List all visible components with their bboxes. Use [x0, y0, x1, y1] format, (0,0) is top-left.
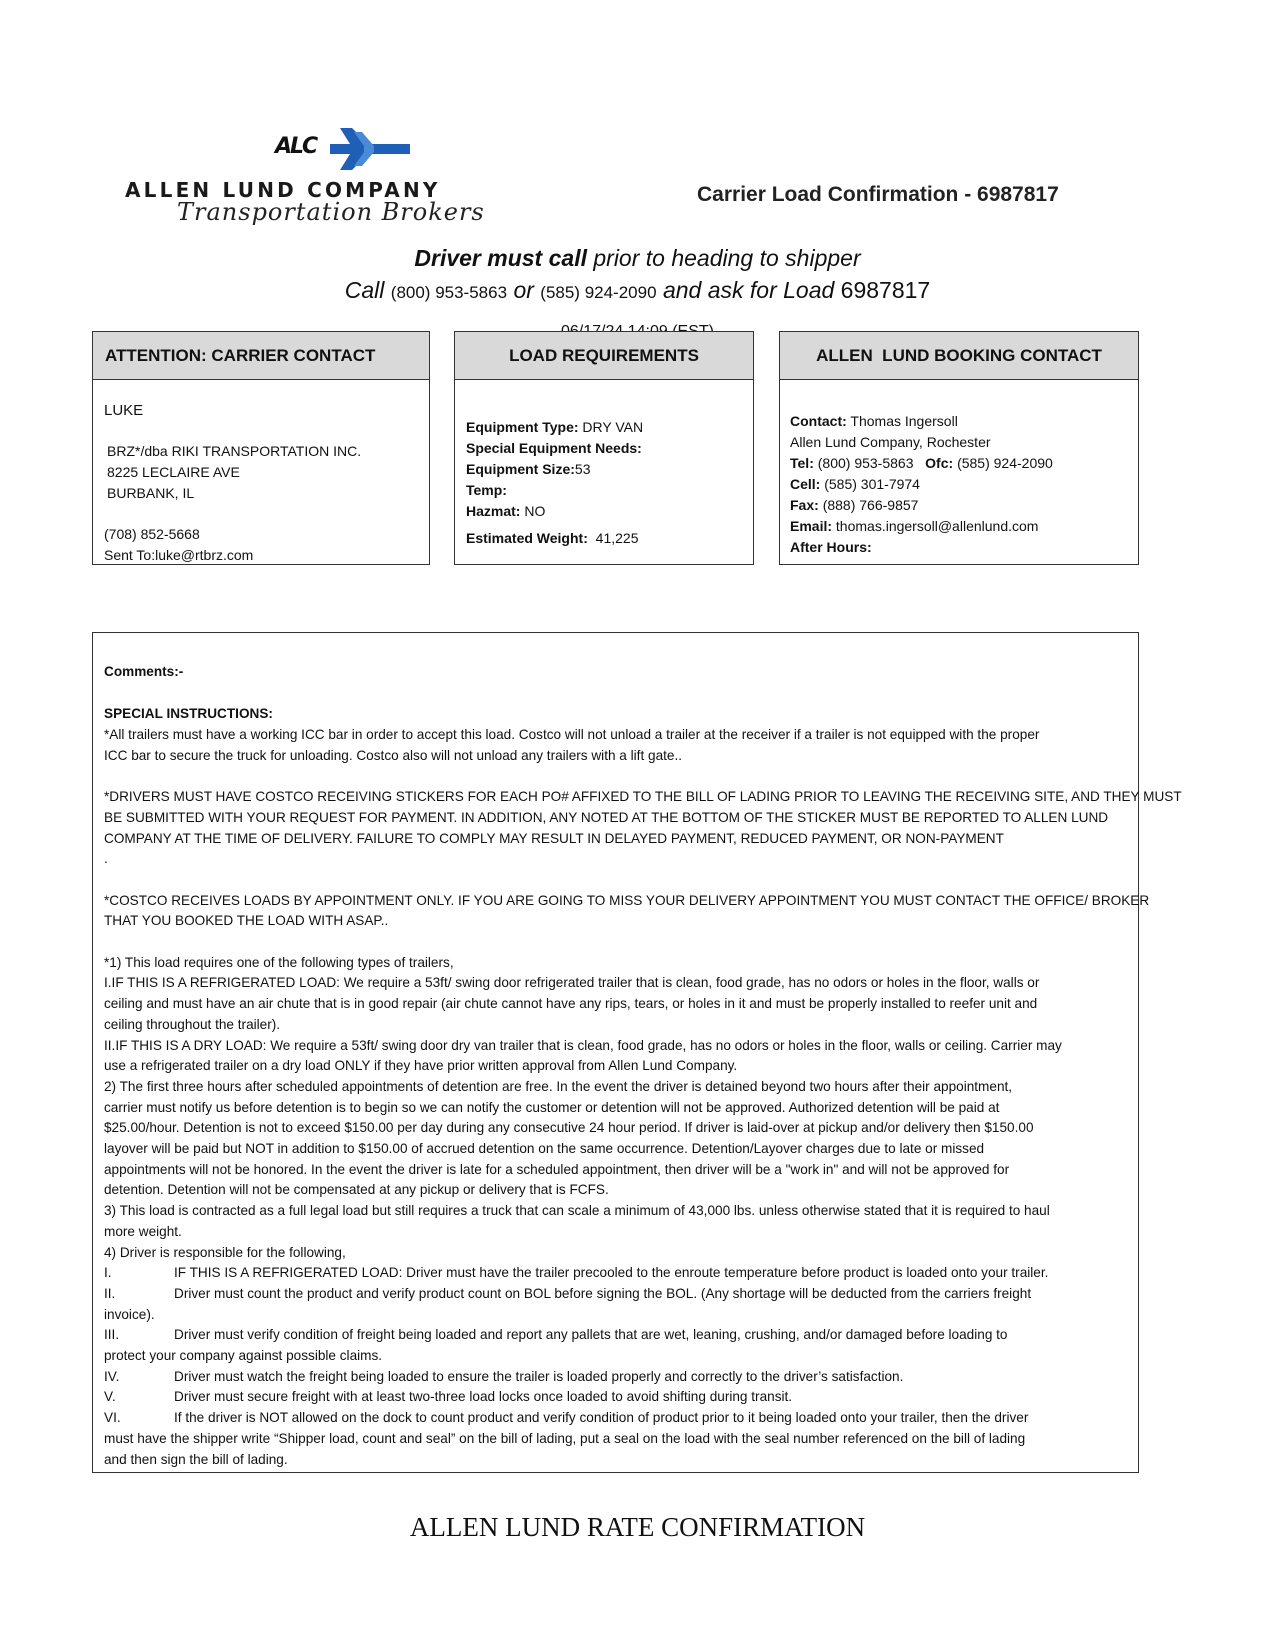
special-equipment: Special Equipment Needs: — [466, 440, 642, 456]
responsibility-number: V. — [104, 1389, 116, 1405]
instruction-line: 4) Driver is responsible for the following, — [104, 1244, 346, 1260]
responsibility-text: If the driver is NOT allowed on the dock to count product and verify condition of product prior to it being loaded onto your trailer, then the driver — [174, 1410, 1029, 1426]
carrier-city: BURBANK, IL — [107, 485, 195, 501]
instruction-line: . — [104, 851, 108, 867]
phone-primary: (800) 953-5863 — [390, 283, 508, 302]
responsibility-item — [104, 1386, 1127, 1407]
estimated-weight: Estimated Weight: 41,225 — [466, 530, 639, 546]
logo-tagline: Transportation Brokers — [177, 198, 485, 226]
responsibility-text: IF THIS IS A REFRIGERATED LOAD: Driver must have the trailer precooled to the enroute temperature before product is loaded onto your trailer. — [174, 1265, 1049, 1281]
responsibility-text: invoice). — [104, 1306, 155, 1322]
responsibility-item — [104, 1428, 1127, 1449]
instruction-line: COMPANY AT THE TIME OF DELIVERY. FAILURE TO COMPLY MAY RESULT IN DELAYED PAYMENT, REDUCED PAYMENT, OR NON-PAYMENT — [104, 830, 1004, 846]
ask-text: and ask for Load — [662, 277, 835, 303]
driver-must-call: Driver must call — [414, 245, 587, 271]
instruction-line: layover will be paid but NOT in addition to $150.00 of accrued detention on the same occurrence. Detention/Layover charges due to late or missed — [104, 1141, 985, 1156]
responsibility-text: Driver must verify condition of freight being loaded and report any pallets that are wet, leaning, crushing, and/or damaged before loading to — [174, 1327, 1008, 1343]
instruction-line: ICC bar to secure the truck for unloading. Costco also will not unload any trailers with a lift gate.. — [104, 747, 683, 763]
responsibility-number: VI. — [104, 1410, 121, 1426]
instruction-line: carrier must notify us before detention is to begin so we can notify the customer or detention will not be approved. Authorized detention will be paid at — [104, 1099, 1000, 1115]
instruction-line: appointments will not be honored. In the event the driver is late for a scheduled appointment, then driver will be a "work in" and will not be approved for — [104, 1161, 1010, 1177]
booking-contact-name: Contact: Thomas Ingersoll — [790, 413, 958, 429]
instruction-line: ceiling throughout the trailer). — [104, 1016, 281, 1032]
logo-mark-text: ALC — [275, 134, 317, 159]
instruction-line: *DRIVERS MUST HAVE COSTCO RECEIVING STICKERS FOR EACH PO# AFFIXED TO THE BILL OF LADING PRIOR TO LEAVING THE RECEIVING SITE, AND THEY MUST — [104, 789, 1182, 805]
instruction-line: $25.00/hour. Detention is not to exceed $150.00 per day during any consecutive 24 hour period. If driver is laid-over at pickup and/or delivery then $150.00 — [104, 1120, 1034, 1136]
responsibility-item — [104, 1304, 1127, 1325]
instruction-line: 2) The first three hours after scheduled appointments of detention are free. In the event the driver is detained beyond two hours after their appointment, — [104, 1078, 1013, 1094]
instruction-line: *1) This load requires one of the following types of trailers, — [104, 954, 454, 970]
equipment-size: Equipment Size:53 — [466, 461, 591, 477]
carrier-phone: (708) 852-5668 — [104, 526, 200, 542]
load-requirements-box — [454, 331, 754, 565]
carrier-street: 8225 LECLAIRE AVE — [107, 464, 240, 480]
responsibility-text: protect your company against possible claims. — [104, 1348, 383, 1363]
instruction-line: I.IF THIS IS A REFRIGERATED LOAD: We require a 53ft/ swing door refrigerated trailer that is clean, food grade, has no odors or holes in the floor, walls or — [104, 975, 1040, 991]
document-title: Carrier Load Confirmation - 6987817 — [697, 183, 1059, 206]
booking-contact-heading: ALLEN LUND BOOKING CONTACT — [780, 332, 1138, 380]
carrier-contact-box — [92, 331, 430, 565]
booking-cell: Cell: (585) 301-7974 — [790, 476, 920, 492]
responsibility-item — [104, 1262, 1127, 1283]
responsibility-number: II. — [104, 1285, 116, 1301]
company-logo — [125, 126, 585, 226]
responsibility-number: I. — [104, 1265, 112, 1281]
responsibility-text: Driver must watch the freight being loaded to ensure the trailer is loaded properly and correctly to the driver’s satisfaction. — [174, 1368, 904, 1384]
responsibility-number: III. — [104, 1327, 120, 1343]
comments-box — [92, 632, 1182, 1473]
responsibility-item — [104, 1283, 1127, 1304]
instruction-line: II.IF THIS IS A DRY LOAD: We require a 53ft/ swing door dry van trailer that is clean, food grade, has no odors or holes in the floor, walls or ceiling. Carrier may — [104, 1037, 1062, 1053]
responsibility-item — [104, 1407, 1127, 1428]
booking-contact-box — [779, 331, 1139, 565]
booking-email: Email: thomas.ingersoll@allenlund.com — [790, 518, 1039, 534]
instruction-line: BE SUBMITTED WITH YOUR REQUEST FOR PAYMENT. IN ADDITION, ANY NOTED AT THE BOTTOM OF THE STICKER MUST BE REPORTED TO ALLEN LUND — [104, 809, 1109, 825]
instruction-line: detention. Detention will not be compensated at any pickup or delivery that is FCFS. — [104, 1182, 609, 1198]
equipment-type: Equipment Type: DRY VAN — [466, 419, 644, 435]
instruction-line: use a refrigerated trailer on a dry load ONLY if they have prior written approval from Allen Lund Company. — [104, 1058, 738, 1074]
instruction-line: ceiling and must have an air chute that is in good repair (air chute cannot have any rips, tears, or holes in it and must be properly installed to reefer unit and — [104, 996, 1038, 1012]
instruction-line: THAT YOU BOOKED THE LOAD WITH ASAP.. — [104, 913, 389, 929]
booking-after-hours: After Hours: — [790, 539, 872, 555]
responsibility-item — [104, 1324, 1127, 1345]
comments-heading: Comments:- — [104, 664, 184, 679]
special-instructions-heading: SPECIAL INSTRUCTIONS: — [104, 706, 273, 721]
booking-phones: Tel: (800) 953-5863 Ofc: (585) 924-2090 — [790, 455, 1053, 471]
instruction-line: *All trailers must have a working ICC bar in order to accept this load. Costco will not unload a trailer at the receiver if a trailer is not equipped with the proper — [104, 727, 1040, 742]
instruction-line: *COSTCO RECEIVES LOADS BY APPOINTMENT ONLY. IF YOU ARE GOING TO MISS YOUR DELIVERY APPOINTMENT YOU MUST CONTACT THE OFFICE/ BROKER — [104, 892, 1150, 908]
hazmat: Hazmat: NO — [466, 503, 546, 519]
call-word: Call — [344, 277, 385, 303]
temp: Temp: — [466, 482, 507, 498]
load-number: 6987817 — [840, 277, 931, 303]
driver-call-notice — [0, 245, 1275, 272]
responsibility-text: Driver must count the product and verify product count on BOL before signing the BOL. (Any shortage will be deducted from the carriers freight — [174, 1285, 1032, 1301]
phone-secondary: (585) 924-2090 — [540, 283, 657, 302]
carrier-sent-to: Sent To:luke@rtbrz.com — [104, 547, 254, 563]
carrier-contact-heading: ATTENTION: CARRIER CONTACT — [93, 332, 429, 380]
carrier-company: BRZ*/dba RIKI TRANSPORTATION INC. — [107, 443, 362, 459]
instruction-line: more weight. — [104, 1223, 182, 1239]
prior-text: prior to heading to shipper — [593, 245, 861, 271]
booking-fax: Fax: (888) 766-9857 — [790, 497, 919, 513]
call-instructions — [0, 277, 1275, 304]
responsibility-item — [104, 1366, 1127, 1387]
or-word: or — [513, 277, 534, 303]
booking-office: Allen Lund Company, Rochester — [790, 434, 991, 450]
responsibility-item — [104, 1345, 1127, 1366]
responsibility-number: IV. — [104, 1368, 120, 1384]
responsibility-item — [104, 1449, 1127, 1470]
responsibility-text: must have the shipper write “Shipper load, count and seal” on the bill of lading, put a seal on the load with the seal number referenced on the bill of lading — [104, 1430, 1026, 1446]
instruction-line: 3) This load is contracted as a full legal load but still requires a truck that can scale a minimum of 43,000 lbs. unless otherwise stated that it is required to haul — [104, 1203, 1050, 1219]
responsibility-text: and then sign the bill of lading. — [104, 1451, 288, 1467]
carrier-name: LUKE — [104, 402, 144, 419]
footer-title: ALLEN LUND RATE CONFIRMATION — [409, 1512, 866, 1542]
load-requirements-heading: LOAD REQUIREMENTS — [455, 332, 753, 380]
logo-wordmark: ALLEN LUND COMPANY — [125, 178, 441, 202]
responsibility-text: Driver must secure freight with at least two-three load locks once loaded to avoid shifting during transit. — [174, 1389, 793, 1405]
